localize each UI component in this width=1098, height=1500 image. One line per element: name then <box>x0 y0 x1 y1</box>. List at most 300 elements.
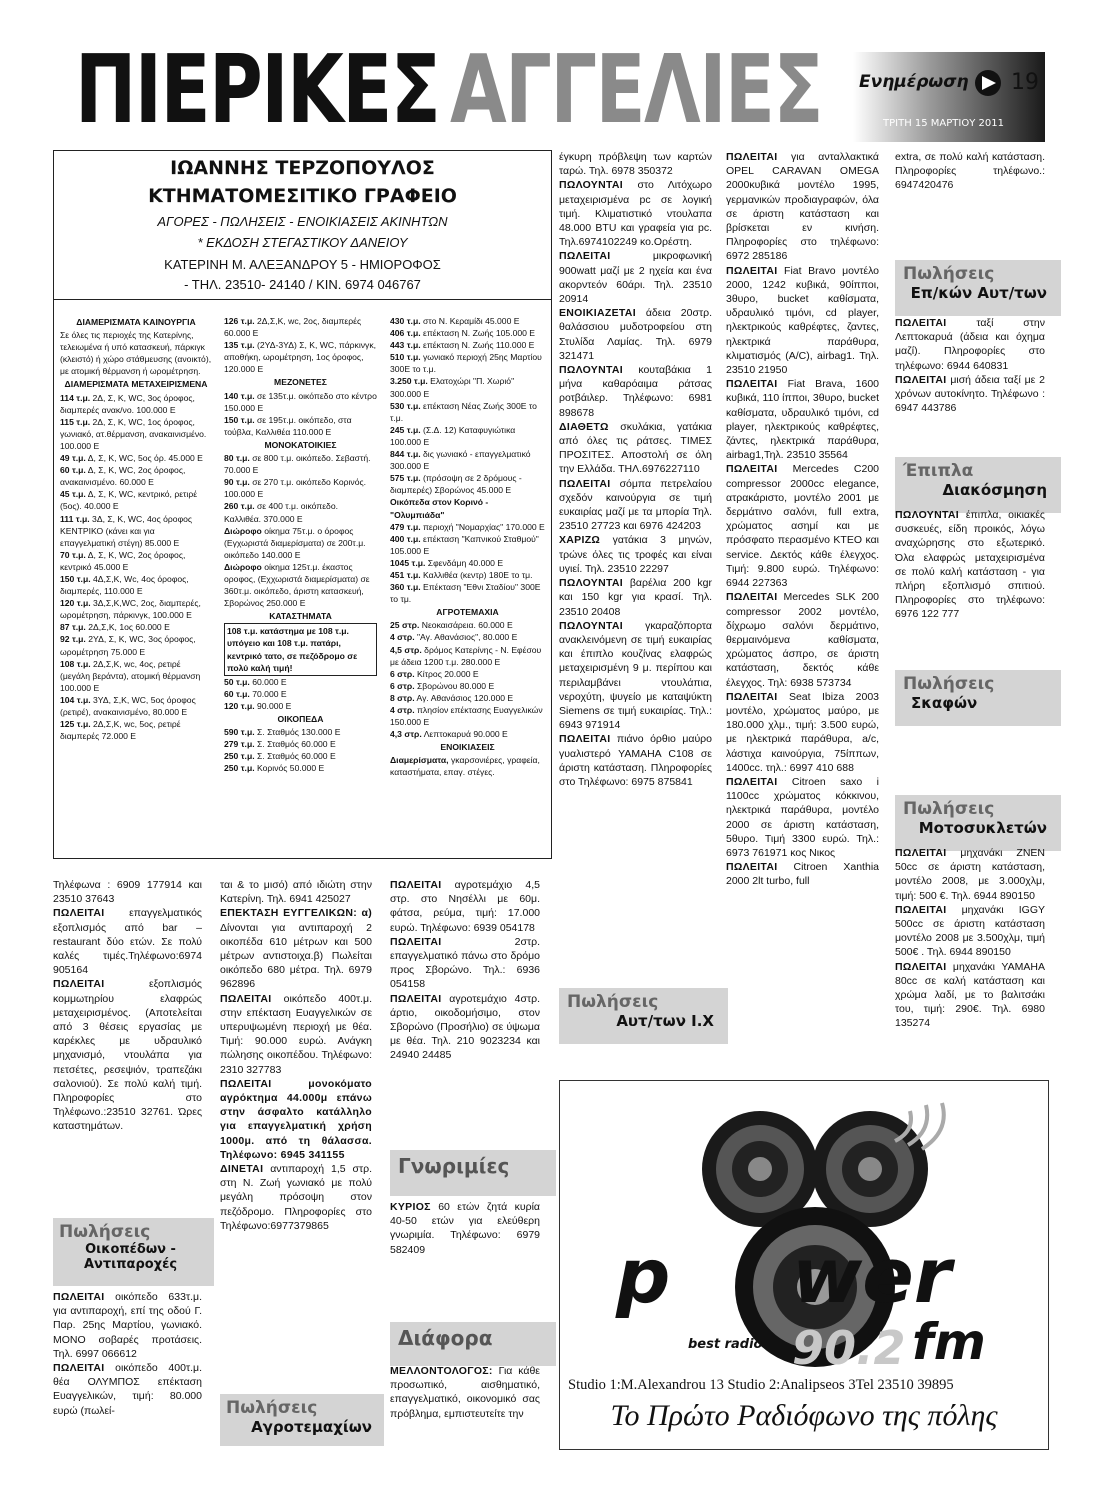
listing-size: 120 τ.μ. <box>224 700 255 711</box>
listing-size: 510 τ.μ. <box>390 352 421 363</box>
ad-keyword: ΜΕΛΛΟΝΤΟΛΟΓΟΣ: <box>390 1365 493 1377</box>
ad-keyword: ΠΩΛΕΙΤΑΙ <box>895 903 947 916</box>
ad-text: οικόπεδο 633τ.μ. για αντιπαροχή, επί της οδού Γ. Παρ. 25ης Μαρτίου, γωνιακό. ΜΟΝΟ σοβαρές προτάσεις. Τηλ. 6997 066612 <box>53 1291 202 1360</box>
ad-text: γατάκια 3 μηνών, τρώνε όλες τις τροφές και είναι υγιεί. Τηλ. 23510 22297 <box>559 534 712 575</box>
listing-item <box>390 533 545 557</box>
ad-keyword: ΠΩΛΕΙΤΑΙ <box>726 591 778 604</box>
listing-desc: Σ. Σταθμός 60.000 Ε <box>257 751 336 762</box>
listing-desc: Επέκταση "Εθνι Σταδίου" 300Ε το τμ. <box>390 582 541 605</box>
radio-brand-p: p <box>616 1231 671 1320</box>
ad-keyword: ΠΩΛΕΙΤΑΙ <box>559 477 611 490</box>
listing-desc: σε 270 τ.μ. οικόπεδο Κορινός. 100.000 Ε <box>224 477 367 500</box>
radio-tagline: best radio <box>688 1337 763 1352</box>
ad-keyword: ΠΩΛΕΙΤΑΙ <box>895 960 947 973</box>
ad-keyword: ΠΩΛΕΙΤΑΙ <box>390 935 442 948</box>
listing-size: 8 στρ. <box>390 692 415 703</box>
ad-keyword: ΠΩΛΕΙΤΑΙ <box>726 378 778 391</box>
listing-item <box>224 700 377 712</box>
listing-item <box>390 375 545 399</box>
listing-size: 49 τ.μ. <box>60 453 86 464</box>
listing-size: Διώροφο <box>224 525 262 536</box>
ad-keyword: ΠΩΛΟΥΝΤΑΙ <box>559 179 624 192</box>
listing-desc: Δ, Σ, Κ, WC, 2ος όροφος, κεντρικό 45.000 Ε <box>60 549 186 572</box>
classified-ad <box>53 1361 202 1418</box>
listing-item <box>390 704 545 728</box>
listing-size: Οικόπεδα στον Κορινό - "Ολυμπιάδα" <box>390 497 489 520</box>
listing-desc: πλησίον επέκτασης Ευαγγελικών 150.000 Ε <box>390 705 543 728</box>
listing-size: 260 τ.μ. <box>224 501 255 512</box>
ad-text: Fiat Brava, 1600 κυβικά, 110 ίπποι, 3θυρο, bucket καθίσματα, υδραυλικό τιμόνι, cd player, ηλεκτρικούς καθρέφτες, ζάντες, ηλεκτρικά παράθυρα, airbag1,Τηλ. 23510 35564 <box>726 378 879 462</box>
listing-size: 479 τ.μ. <box>390 521 421 532</box>
listing-size: 111 τ.μ. <box>60 513 90 524</box>
listing-size: 530 τ.μ. <box>390 400 421 411</box>
ad-text: εξοπλισμός κομμωτηρίου ελαφρώς μεταχειρισμένος. (Αποτελείται από 3 θέσεις εργασίας με καρέκλες με υδραυλικό μηχανισμό, ντουλάπα για πετσέτες, ρεσεψιόν, τραπεζάκι σαλονιού). Σε πολύ καλή τιμή. Πληροφορίες στο Τηλέφωνο.:23510 32761. Ώρες καταστημάτων. <box>53 978 202 1133</box>
listing-heading: ΟΙΚΟΠΕΔΑ <box>277 714 324 724</box>
listing-desc: Σ. Σταθμός 60.000 Ε <box>257 739 336 750</box>
listing-heading: ΔΙΑΜΕΡΙΣΜΑΤΑ ΜΕΤΑΧΕΙΡΙΣΜΕΝΑ <box>64 379 208 390</box>
listing-item <box>60 329 212 377</box>
listing-item <box>224 762 377 774</box>
classified-ad <box>390 1364 540 1421</box>
listing-size: 126 τ.μ. <box>224 316 255 326</box>
classified-ad <box>726 775 879 860</box>
listing-size: 245 τ.μ. <box>390 424 421 435</box>
listing-size: 60 τ.μ. <box>60 465 86 476</box>
ad-keyword: ΠΩΛΕΙΤΑΙ <box>895 847 947 859</box>
radio-fm: fm <box>912 1313 986 1371</box>
listing-size: 50 τ.μ. <box>224 676 250 687</box>
listing-item <box>390 327 545 339</box>
ad-keyword: ΚΥΡΙΟΣ <box>390 1201 431 1213</box>
listing-desc: στο Ν. Κεραμίδι 45.000 Ε <box>423 316 520 326</box>
classified-ad <box>559 732 712 789</box>
listing-item <box>390 448 545 472</box>
masthead-title-right: ΑΓΓΕΛΙΕΣ <box>450 36 822 145</box>
ad-keyword: ΠΩΛΕΙΤΑΙ <box>726 690 778 703</box>
listing-desc: 2ΥΔ, Σ, Κ, WC, 3ος όροφος, ωρομέτρηση 75.000 Ε <box>60 634 196 657</box>
listing-size: 451 τ.μ. <box>390 569 421 580</box>
realty-loan: * ΕΚΔΟΣΗ ΣΤΕΓΑΣΤΙΚΟΥ ΔΑΝΕΙΟΥ <box>197 235 408 250</box>
ad-text: πιάνο όρθιο μαύρο γυαλιστερό YAMAHA C108 σε άριστη κατάσταση. Πληροφορίες στο Τηλέφωνο: 6975 875841 <box>559 733 712 788</box>
classified-ad <box>726 264 879 378</box>
ad-keyword: ΠΩΛΟΥΝΤΑΙ <box>559 619 624 632</box>
listing-desc: Σβορώνου 80.000 Ε <box>416 680 495 691</box>
listing-item <box>224 726 377 738</box>
ad-text: 2στρ. επαγγελματικό πάνω στο δρόμο προς Σβορώνο. Τηλ.: 6936 054158 <box>390 935 540 991</box>
column-f <box>895 150 1045 212</box>
ad-text: βαρέλια 200 kgr και 150 kgr για κρασί. Τηλ. 23510 20408 <box>559 577 712 618</box>
listing-size: 108 τ.μ. <box>60 658 91 669</box>
realty-address: ΚΑΤΕΡΙΝΗ Μ. ΑΛΕΞΑΝΔΡΟΥ 5 - ΗΜΙΟΡΟΦΟΣ <box>164 257 441 272</box>
listing-size: 114 τ.μ. <box>60 392 91 403</box>
listing-desc: 2Δ,Σ,Κ, wc, 4ος, ρετιρέ (μεγάλη βεράντα), ατομική θέρμανση 100.000 Ε <box>60 658 201 693</box>
section-ix-l2: Αυτ/των Ι.Χ <box>616 1012 714 1030</box>
listing-desc: (πρόσοψη σε 2 δρόμους - διαμπερές) Σβορώνος 45.000 Ε <box>390 473 522 496</box>
listing-desc: γκαρσονιέρες, γραφεία, καταστήματα, επαγ. στέγες. <box>390 755 540 778</box>
classified-ad <box>895 508 1045 622</box>
listing-desc: Δ, Σ, Κ, WC, 2ος όροφος, ανακαινισμένο. 60.000 Ε <box>60 465 186 488</box>
ad-text: 60 ετών ζητά κυρία 40-50 ετών για ελεύθερη γνωριμία. Τηλέφωνο: 6979 582409 <box>390 1201 540 1256</box>
radio-brand-wer: wer <box>792 1231 952 1320</box>
listing-desc: Ελατοχώρι "Π. Χωριό" 300.000 Ε <box>390 376 515 399</box>
listing-item <box>390 400 545 424</box>
listing-size: 4,5 στρ. <box>390 644 422 655</box>
ad-text: έγκυρη πρόβλεψη των καρτών ταρώ. Τηλ. 6978 350372 <box>559 151 712 178</box>
classified-ad <box>559 619 712 733</box>
section-gnorimies-label: Γνωριμίες <box>398 1154 510 1178</box>
listing-desc: 3Δ,Σ,Κ,WC, 2ος, διαμπερές, ωρομέτρηση, πάρκινγκ, 100.000 Ε <box>60 598 201 621</box>
ad-text: σόμπα πετρελαίου σχεδόν καινούργια σε τιμή ευκαιρίας μαζί με τα μπορία Τηλ. 23510 27723 και 6976 424203 <box>559 477 712 533</box>
listing-item <box>224 339 377 375</box>
listing-size: 120 τ.μ. <box>60 598 91 609</box>
listing-item <box>224 500 377 524</box>
ad-keyword: ΠΩΛΕΙΤΑΙ <box>53 978 105 991</box>
section-epag-l2: Επ/κών Αυτ/των <box>910 284 1047 302</box>
listing-item <box>224 738 377 750</box>
listing-size: 279 τ.μ. <box>224 739 255 750</box>
listing-size: 6 στρ. <box>390 668 415 679</box>
listing-item <box>224 525 377 561</box>
ad-keyword: ΠΩΛΕΙΤΑΙ <box>53 907 105 920</box>
column-f-epipla <box>895 508 1045 628</box>
ad-keyword: ΔΙΑΘΕΤΩ <box>559 420 609 433</box>
listing-size: 575 τ.μ. <box>390 473 421 484</box>
classified-ad <box>559 363 712 420</box>
ad-keyword: ΠΩΛΕΙΤΑΙ <box>559 250 611 263</box>
listing-desc: Καλλιθέα (κεντρ) 180Ε το τμ. <box>423 569 533 580</box>
listing-size: 250 τ.μ. <box>224 763 255 774</box>
listing-item <box>390 728 545 740</box>
listing-size: 92 τ.μ. <box>60 634 86 645</box>
listing-size: 360 τ.μ. <box>390 582 421 593</box>
listing-desc: δις γωνιακό - επαγγελματικό 300.000 Ε <box>390 449 531 472</box>
listing-desc: σε 195τ.μ. οικόπεδο, στα τούβλα, Καλλιθέα 110.000 Ε <box>224 414 352 437</box>
ad-text: επαγγελματικός εξοπλισμός από bar – restaurant δύο ετών. Σε πολύ καλές τιμές.Τηλέφωνο:6974 905164 <box>53 907 202 977</box>
listing-desc: επέκταση Νέας Ζωής 300Ε το τ.μ. <box>390 400 537 423</box>
classified-ad <box>559 420 712 477</box>
realty-phones: - ΤΗΛ. 23510- 24140 / ΚΙΝ. 6974 046767 <box>184 277 421 292</box>
classified-ad <box>559 477 712 534</box>
listing-size: 4,3 στρ. <box>390 729 422 740</box>
listing-desc: 2Δ, Σ, Κ, WC, 1ος όροφος, γωνιακό, ατ.θέρμανση, ανακαινισμένο. 100.000 Ε <box>60 416 207 451</box>
issue-date: ΤΡΙΤΗ 15 ΜΑΡΤΙΟΥ 2011 <box>883 118 1004 129</box>
ad-keyword: ΠΩΛΕΙΤΑΙ <box>220 992 272 1005</box>
section-ix-l1: Πωλήσεις <box>567 992 659 1012</box>
listing-desc: δρόμος Κατερίνης - Ν. Εφέσου με άδεια 1200 τ.μ. 280.000 Ε <box>390 644 542 667</box>
listing-item <box>390 692 545 704</box>
listing-item <box>60 633 212 657</box>
listing-size: 125 τ.μ. <box>60 719 91 730</box>
ad-text: αντιπαροχή 1,5 στρ. στη Ν. Ζωή γωνιακό με πολύ μεγάλη πρόσοψη στον πεζόδρομο. Πληροφορίες στο Τηλέφωνο:6977379865 <box>220 1163 372 1232</box>
listing-item <box>60 416 212 452</box>
listing-item <box>60 718 212 742</box>
ad-text: οικόπεδο 400τ.μ. στην επέκταση Ευαγγελικών σε υπερυψωμένη περιοχή με θέα. Τιμή: 90.000 ευρώ. Ανάγκη πώλησης οικοπέδου. Τηλέφωνο: 2310 327783 <box>220 992 372 1076</box>
listing-desc: 2Δ, Σ, Κ, WC, 3ος όροφος, διαμπερές ανακ/νο. 100.000 Ε <box>60 392 195 415</box>
classified-ad <box>559 150 712 178</box>
ad-keyword: ΠΩΛΟΥΝΤΑΙ <box>895 509 960 521</box>
listing-desc: σε 800 τ.μ. οικόπεδο. Σεβαστή. 70.000 Ε <box>224 453 371 476</box>
listing-item <box>390 631 545 643</box>
ad-text: Για κάθε προσωπικό, αισθηματικό, επαγγελματικό, οικονομικό σας πρόβλημα, εμπιστευτείτε την <box>390 1365 540 1420</box>
listing-desc: 2Δ,Σ,Κ, 1ος 60.000 Ε <box>88 622 170 633</box>
listing-desc: 4Δ,Σ,Κ, Wc, 4ος όροφος, διαμπερές, 110.000 Ε <box>60 573 189 597</box>
listing-item <box>60 658 212 694</box>
column-a-lower <box>53 1290 202 1440</box>
listing-desc: (Σ.Δ. 12) Καταφυγιώτικα 100.000 Ε <box>390 424 516 447</box>
listing-item <box>390 496 545 520</box>
listing-heading: ΜΕΖΟΝΕΤΕΣ <box>274 377 327 388</box>
listing-item <box>224 414 377 438</box>
listing-item <box>60 549 212 573</box>
ad-text: extra, σε πολύ καλή κατάσταση. Πληροφορίες τηλέφωνο.: 6947420476 <box>895 151 1045 192</box>
listing-desc: Σφενδάμη 40.000 Ε <box>427 557 504 568</box>
classified-ad <box>559 178 712 249</box>
classified-ad <box>220 1077 372 1162</box>
ad-text: άδεια 20στρ. θαλάσσιου μυδοτροφείου στη Στυλίδα Λαμίας. Τηλ. 6979 321471 <box>559 307 712 362</box>
classified-ad <box>895 316 1045 373</box>
listing-desc: Σε όλες τις περιοχές της Κατερίνης, τελειωμένα ή υπό κατασκευή, πάρκιγκ (κλειστό) ή χώρο στάθμευσης (ανοικτό), με ατομική θέρμανση ή ωρομέτρηση. <box>60 330 212 377</box>
classified-ad <box>895 846 1045 903</box>
classified-ad <box>726 690 879 775</box>
listing-size: 25 στρ. <box>390 620 420 631</box>
ad-text: ταξί στην Λεπτοκαρυά (άδεια και όχημα μαζί). Πληροφορίες στο τηλέφωνο: 6944 640831 <box>895 317 1045 372</box>
listing-desc: Λεπτοκαρυά 90.000 Ε <box>423 729 508 740</box>
listing-item <box>60 597 212 621</box>
classified-ad <box>559 576 712 619</box>
ad-keyword: ΕΝΟΙΚΙΑΖΕΤΑΙ <box>559 307 636 320</box>
classified-ad <box>53 1290 202 1361</box>
section-moto-l2: Μοτοσυκλετών <box>918 819 1047 837</box>
listing-size: 844 τ.μ. <box>390 449 421 460</box>
listing-size: 1045 τ.μ. <box>390 557 426 568</box>
section-oikopedon-l2: Οικοπέδων - Αντιπαροχές <box>83 1242 178 1272</box>
realty-services: ΑΓΟΡΕΣ - ΠΩΛΗΣΕΙΣ - ΕΝΟΙΚΙΑΣΕΙΣ ΑΚΙΝΗΤΩΝ <box>157 214 448 229</box>
realty-listings-col1 <box>60 315 212 855</box>
radio-frequency: 90.2 <box>792 1321 906 1375</box>
classified-ad <box>559 306 712 363</box>
section-epag-l1: Πωλήσεις <box>903 264 995 284</box>
listing-item <box>60 694 212 718</box>
classified-ad <box>390 992 540 1063</box>
ad-keyword: ΠΩΛΕΙΤΑΙ <box>559 733 611 746</box>
listing-item <box>390 668 545 680</box>
section-agro-l1: Πωλήσεις <box>226 1398 318 1418</box>
listing-size: 104 τ.μ. <box>60 694 91 705</box>
listing-heading: ΔΙΑΜΕΡΙΣΜΑΤΑ ΚΑΙΝΟΥΡΓΙΑ <box>76 317 196 327</box>
section-badge <box>853 52 1045 142</box>
section-gnorimies <box>390 1150 556 1196</box>
ad-keyword: ΠΩΛΕΙΤΑΙ <box>726 151 778 163</box>
listing-desc: σε 135τ.μ. οικόπεδο στο κέντρο 150.000 Ε <box>224 390 377 413</box>
listing-size: 443 τ.μ. <box>390 340 421 351</box>
ad-keyword: ΠΩΛΕΙΤΑΙ <box>390 879 442 891</box>
page-number: 19 <box>1011 70 1039 95</box>
ad-text: αγροτεμάχιο 4,5 στρ. στο Νησέλλι με 60μ. φάτσα, ρεύμα, τιμή: 17.000 ευρώ. Τηλέφωνο: 6939 054178 <box>390 879 540 934</box>
classified-ad <box>895 960 1045 1031</box>
radio-slogan: Το Πρώτο Ραδιόφωνο της πόλης <box>610 1399 998 1432</box>
classified-ad <box>726 860 879 888</box>
listing-desc: 60.000 Ε <box>252 676 287 687</box>
section-autokinita-ix <box>559 988 728 1044</box>
radio-studios: Studio 1:M.Alexandrou 13 Studio 2:Analipseos 3Tel 23510 39895 <box>568 1377 954 1393</box>
ad-text: γκαραζόπορτα ανακλεινόμενη σε τιμή ευκαιρίας και έπιπλο κουζίνας ελαφρώς μεταχειρισμένη 9 μ. περίπου και περιλαμβάνει ντουλάπια, νεροχύτη, ψυγείο με καταψύκτη Siemens σε τιμή ευκαιρίας. Τηλ.: 6943 971914 <box>559 619 712 732</box>
listing-highlight-box: 108 τ.μ. κατάστημα με 108 τ.μ. υπόγειο και 108 τ.μ. πατάρι, κεντρικό τατο, σε πεζόδρομο σε πολύ καλή τιμή! <box>224 623 377 675</box>
classified-ad <box>726 377 879 462</box>
section-agro-l2: Αγροτεμαχίων <box>251 1418 372 1436</box>
listing-item <box>224 688 377 700</box>
listing-item <box>390 351 545 375</box>
listing-desc: "Αγ. Αθανάσιος", 80.000 Ε <box>416 632 518 643</box>
listing-item <box>224 561 377 609</box>
ad-text: ται & το μισό) από ιδιώτη στην Κατερίνη. Τηλ. 6941 425027 <box>220 879 372 906</box>
ad-text: Citroen Xanthia 2000 2lt turbo, full <box>726 861 879 888</box>
listing-item <box>224 476 377 500</box>
listing-desc: Κορινός 50.000 Ε <box>257 763 325 774</box>
listing-size: 406 τ.μ. <box>390 328 421 339</box>
ad-text: μηχανάκι IGGY 500cc σε άριστη κατάσταση μοντέλο 2008 με 3.500χλμ, τιμή 500€ . Τηλ. 6944 890150 <box>895 903 1045 959</box>
listing-desc: Κίτρος 20.000 Ε <box>416 668 479 679</box>
ad-text: Fiat Bravo μοντέλο 2000, 1242 κυβικά, 90ίπποι, 3θυρο, bucket καθίσματα, υδραυλικό τιμόνι, cd player, ηλεκτρικούς καθρέφτες, ζαντες, ηλεκτρικά παράθυρα, κλιματισμός (A/C), airbag1. Τηλ. 23510 21950 <box>726 264 879 377</box>
listing-desc: Δ, Σ, Κ, WC, κεντρικό, ρετιρέ (5ος). 40.000 Ε <box>60 489 198 512</box>
classified-ad <box>390 935 540 992</box>
listing-desc: 2Δ,Σ,Κ, wc, 2ος, διαμπερές 60.000 Ε <box>224 316 362 339</box>
section-diafora-label: Διάφορα <box>398 1326 493 1350</box>
listing-item <box>224 676 377 688</box>
ad-text: Citroen saxo i 1100cc χρώματος κόκκινου, ηλεκτρικά παράθυρα, μοντέλο 2000 σε άριστη κατάσταση, 5θυρο. Τιμή 3300 ευρώ. Τηλ.: 6973 761971 κος Νικος <box>726 775 879 859</box>
listing-desc: επέκταση Ν. Ζωής 110.000 Ε <box>423 340 535 351</box>
ad-text: μικροφωνική 900watt μαζί με 2 ηχεία και ένα ακορντεόν 60άρι. Τηλ. 23510 20914 <box>559 250 712 306</box>
listing-desc: Σ. Σταθμός 130.000 Ε <box>257 727 341 738</box>
ad-keyword: ΧΑΡΙΖΩ <box>559 534 601 547</box>
section-skafon-l1: Πωλήσεις <box>903 674 995 694</box>
ad-text: μηχανάκι YAMAHA 80cc σε καλή κατάσταση και χρώμα λαδί, με το βαλιτσάκι του, τιμή: 290€. Τηλ. 6980 135274 <box>895 960 1045 1030</box>
radio-advertisement <box>559 1080 1049 1450</box>
listing-desc: Νεοκαισάρεια. 60.000 Ε <box>421 620 513 631</box>
listing-size: Διαμερίσματα, <box>390 755 449 766</box>
listing-item <box>224 750 377 762</box>
section-epipla-l2: Διακόσμηση <box>942 481 1047 499</box>
section-epipla-l1: Έπιπλα <box>903 461 974 481</box>
listing-desc: περιοχή "Νομαρχίας" 170.000 Ε <box>423 521 545 532</box>
listing-item <box>390 581 545 605</box>
listing-item <box>390 557 545 569</box>
classified-ad <box>390 1200 540 1257</box>
ad-keyword: ΔΙΝΕΤΑΙ <box>220 1163 264 1176</box>
listing-heading: ΕΝΟΙΚΙΑΣΕΙΣ <box>440 742 495 753</box>
listing-item <box>390 472 545 496</box>
listing-item <box>390 521 545 533</box>
arrow-right-icon <box>973 69 1003 97</box>
listing-desc: 70.000 Ε <box>252 688 287 699</box>
ad-keyword: ΠΩΛΕΙΤΑΙ <box>726 264 778 277</box>
ad-keyword: ΕΠΕΚΤΑΣΗ ΕΥΓΓΕΛΙΚΩΝ: α) <box>220 907 372 920</box>
ad-keyword: ΠΩΛΕΙΤΑΙ μονοκόματο αγρόκτημα 44.000μ επάνω στην άσφαλτο κατάλληλο για επαγγελματική χρήση 1000μ. από τη θάλασσα. Τηλέφωνο: 6945 341155 <box>220 1077 372 1161</box>
listing-item <box>224 390 377 414</box>
ad-keyword: ΠΩΛΕΙΤΑΙ <box>53 1291 105 1303</box>
section-moto-l1: Πωλήσεις <box>903 799 995 819</box>
ad-text: κουταβάκια 1 μήνα καθαρόαιμα ράτσας ροτβάιλερ. Τηλέφωνο: 6981 898678 <box>559 364 712 419</box>
listing-item <box>60 464 212 488</box>
listing-desc: Δ, Σ, Κ, WC, 5ος όρ. 45.000 Ε <box>87 453 203 464</box>
ad-keyword: ΠΩΛΕΙΤΑΙ <box>726 861 778 874</box>
listing-desc: γωνιακό περιοχή 25ης Μαρτίου 300Ε το τ.μ. <box>390 352 542 375</box>
ad-text: στο Λιτόχωρο μεταχειρισμένα pc σε λογική τιμή. Κλιματιστικό ντουλαπα 48.000 BTU και γραφεία για pc. Τηλ.6974102249 κο.Ορέστη. <box>559 179 712 249</box>
listing-desc: οίκημα 125τ.μ. έκαστος οροφος, (Εχχωριστά διαμερίσματα) σε 360τ.μ. οικόπεδο, άριστη κατασκευή, Σβορώνος 250.000 Ε <box>224 561 370 609</box>
column-a <box>53 878 202 1158</box>
classified-ad <box>726 150 879 264</box>
classified-ad <box>895 903 1045 960</box>
listing-size: 80 τ.μ. <box>224 453 250 464</box>
ad-keyword: ΠΩΛΕΙΤΑΙ <box>726 463 778 476</box>
ad-text: Mercedes C200 compressor 2000cc elegance, ατρακάριστο, μοντέλο 2001 με δερμάτινο σαλόνι, full extra, χρώματος ασημί και με πρόσφατο περασμένο ΚΤΕΟ και service. Δεκτός κάθε έλεγχος. Τιμή: 9.800 ευρώ. Τηλέφωνο: 6944 227363 <box>726 463 879 590</box>
column-f-taxi <box>895 316 1045 426</box>
listing-item <box>390 644 545 668</box>
listing-item <box>390 315 545 327</box>
ad-keyword: ΠΩΛΕΙΤΑΙ <box>895 317 947 329</box>
column-c-gnorimies <box>390 1200 540 1260</box>
classified-ad <box>53 906 202 977</box>
listing-desc: Αγ. Αθανάσιος 120.000 Ε <box>416 692 514 703</box>
classified-ad <box>53 878 202 906</box>
listing-item <box>60 392 212 416</box>
listing-desc: επέκταση "Καπνικού Σταθμού" 105.000 Ε <box>390 533 539 556</box>
section-oikopedon-l1: Πωλήσεις <box>59 1222 151 1242</box>
section-skafon-l2: Σκαφών <box>911 694 978 712</box>
listing-item <box>60 573 212 597</box>
listing-size: 45 τ.μ. <box>60 489 86 500</box>
listing-desc: σε 400 τ.μ. οικόπεδο. Καλλιθέα. 370.000 Ε <box>224 501 339 524</box>
section-epag-autokinita <box>895 260 1061 316</box>
classified-ad <box>559 533 712 576</box>
section-badge-label: Ενημέρωση <box>859 72 969 92</box>
classified-ad <box>895 373 1045 416</box>
section-oikopedon <box>53 1218 214 1286</box>
ad-keyword: ΠΩΛΟΥΝΤΑΙ <box>559 364 624 377</box>
ad-keyword: ΠΩΛΕΙΤΑΙ <box>53 1362 105 1375</box>
realty-listings-col2 <box>224 315 377 855</box>
realty-name: ΙΩΑΝΝΗΣ ΤΕΡΖΟΠΟΥΛΟΣ <box>170 157 435 179</box>
sound-waves-icon <box>890 1101 970 1151</box>
listing-size: 4 στρ. <box>390 632 415 643</box>
ad-keyword: ΠΩΛΕΙΤΑΙ <box>390 992 442 1005</box>
classified-ad <box>559 249 712 306</box>
column-e <box>726 150 879 1040</box>
ad-text: Δίνονται για αντιπαροχή 2 οικοπέδα 610 μέτρων και 500 μέτρων αντιστοιχα.β) Πωλείται οικόπεδο 680 μέτρα. Τηλ. 6979 962896 <box>220 921 372 991</box>
column-c-diafora <box>390 1364 540 1444</box>
classified-ad <box>726 462 879 590</box>
listing-size: 135 τ.μ. <box>224 340 255 351</box>
classified-ad <box>220 906 372 991</box>
section-skafon <box>895 670 1061 726</box>
section-epipla <box>895 457 1061 513</box>
listing-desc: (2ΥΔ-3ΥΔ) Σ, Κ, WC, πάρκινγκ, αποθήκη, ωρομέτρηση, 1ος όροφος, 120.000 Ε <box>224 340 377 375</box>
masthead-title-left: ΠΙΕΡΙΚΕΣ <box>75 36 440 145</box>
ad-text: Mercedes SLK 200 compressor 2002 μοντέλο, δίχρωμο σαλόνι δερμάτινο, θερμαινόμενα καθίσματα, χρώματος άσπρο, σε άριστη κατάσταση, δεκτός κάθε έλεγχος. Τηλ: 6938 573734 <box>726 591 879 689</box>
listing-item <box>390 754 545 778</box>
listing-size: 150 τ.μ. <box>60 573 91 584</box>
listing-size: Διώροφο <box>224 561 262 572</box>
ad-keyword: ΠΩΛΕΙΤΑΙ <box>726 775 778 788</box>
listing-size: 60 τ.μ. <box>224 688 250 699</box>
listing-item <box>60 513 212 549</box>
classified-ad <box>220 992 372 1077</box>
listing-size: 4 στρ. <box>390 705 415 715</box>
listing-size: 90 τ.μ. <box>224 477 250 488</box>
listing-size: 3.250 τ.μ. <box>390 376 428 387</box>
listing-size: 590 τ.μ. <box>224 727 255 738</box>
column-d <box>559 150 712 950</box>
listing-size: 150 τ.μ. <box>224 414 255 425</box>
